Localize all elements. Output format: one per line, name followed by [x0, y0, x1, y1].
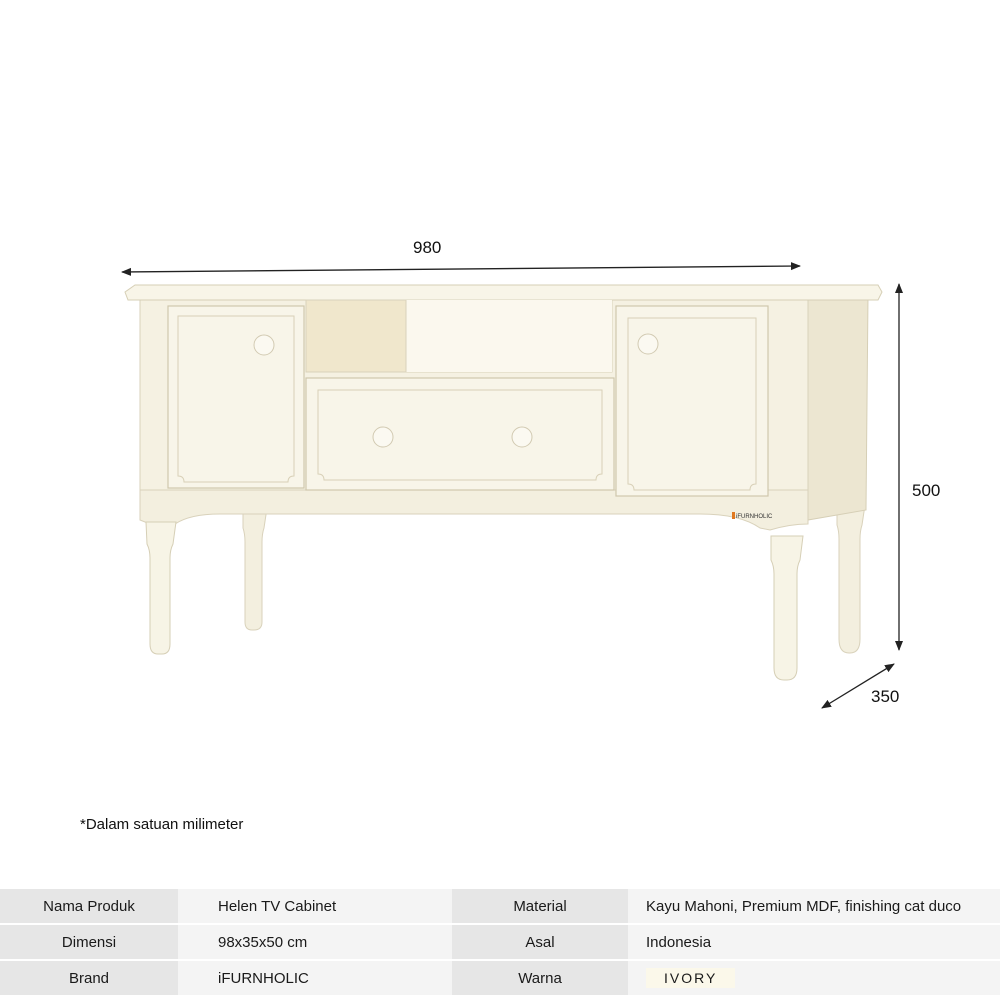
spec-key: Warna [452, 961, 628, 997]
brand-logo: iFURNHOLIC [736, 514, 773, 520]
spec-key: Nama Produk [0, 889, 178, 925]
spec-key: Brand [0, 961, 178, 997]
spec-value: iFURNHOLIC [178, 961, 452, 997]
spec-value-cell [628, 961, 1000, 997]
front-leg-left [146, 522, 176, 654]
width-dimension-line [122, 266, 800, 272]
knob-drawer-left [373, 427, 393, 447]
knob-left-door [254, 335, 274, 355]
spec-value: Kayu Mahoni, Premium MDF, finishing cat duco [628, 889, 1000, 925]
left-door [168, 306, 304, 488]
tv-cabinet [125, 285, 882, 680]
spec-key: Dimensi [0, 925, 178, 961]
right-door [616, 306, 768, 496]
knob-right-door [638, 334, 658, 354]
spec-row [0, 925, 1000, 961]
back-leg-left [243, 508, 267, 630]
cabinet-top [125, 285, 882, 300]
spec-table [0, 889, 1000, 997]
width-label: 980 [413, 238, 442, 257]
knob-drawer-right [512, 427, 532, 447]
back-leg-right [837, 505, 865, 653]
color-swatch: IVORY [646, 968, 735, 988]
side-panel [806, 296, 868, 520]
spec-value: Indonesia [628, 925, 1000, 961]
spec-row [0, 889, 1000, 925]
front-leg-right [771, 536, 803, 680]
spec-value: 98x35x50 cm [178, 925, 452, 961]
depth-label: 350 [871, 687, 900, 706]
unit-note: *Dalam satuan milimeter [80, 816, 244, 833]
center-drawer [306, 378, 614, 490]
spec-row [0, 961, 1000, 997]
spec-key: Asal [452, 925, 628, 961]
spec-value: Helen TV Cabinet [178, 889, 452, 925]
spec-key: Material [452, 889, 628, 925]
height-label: 500 [912, 481, 941, 500]
